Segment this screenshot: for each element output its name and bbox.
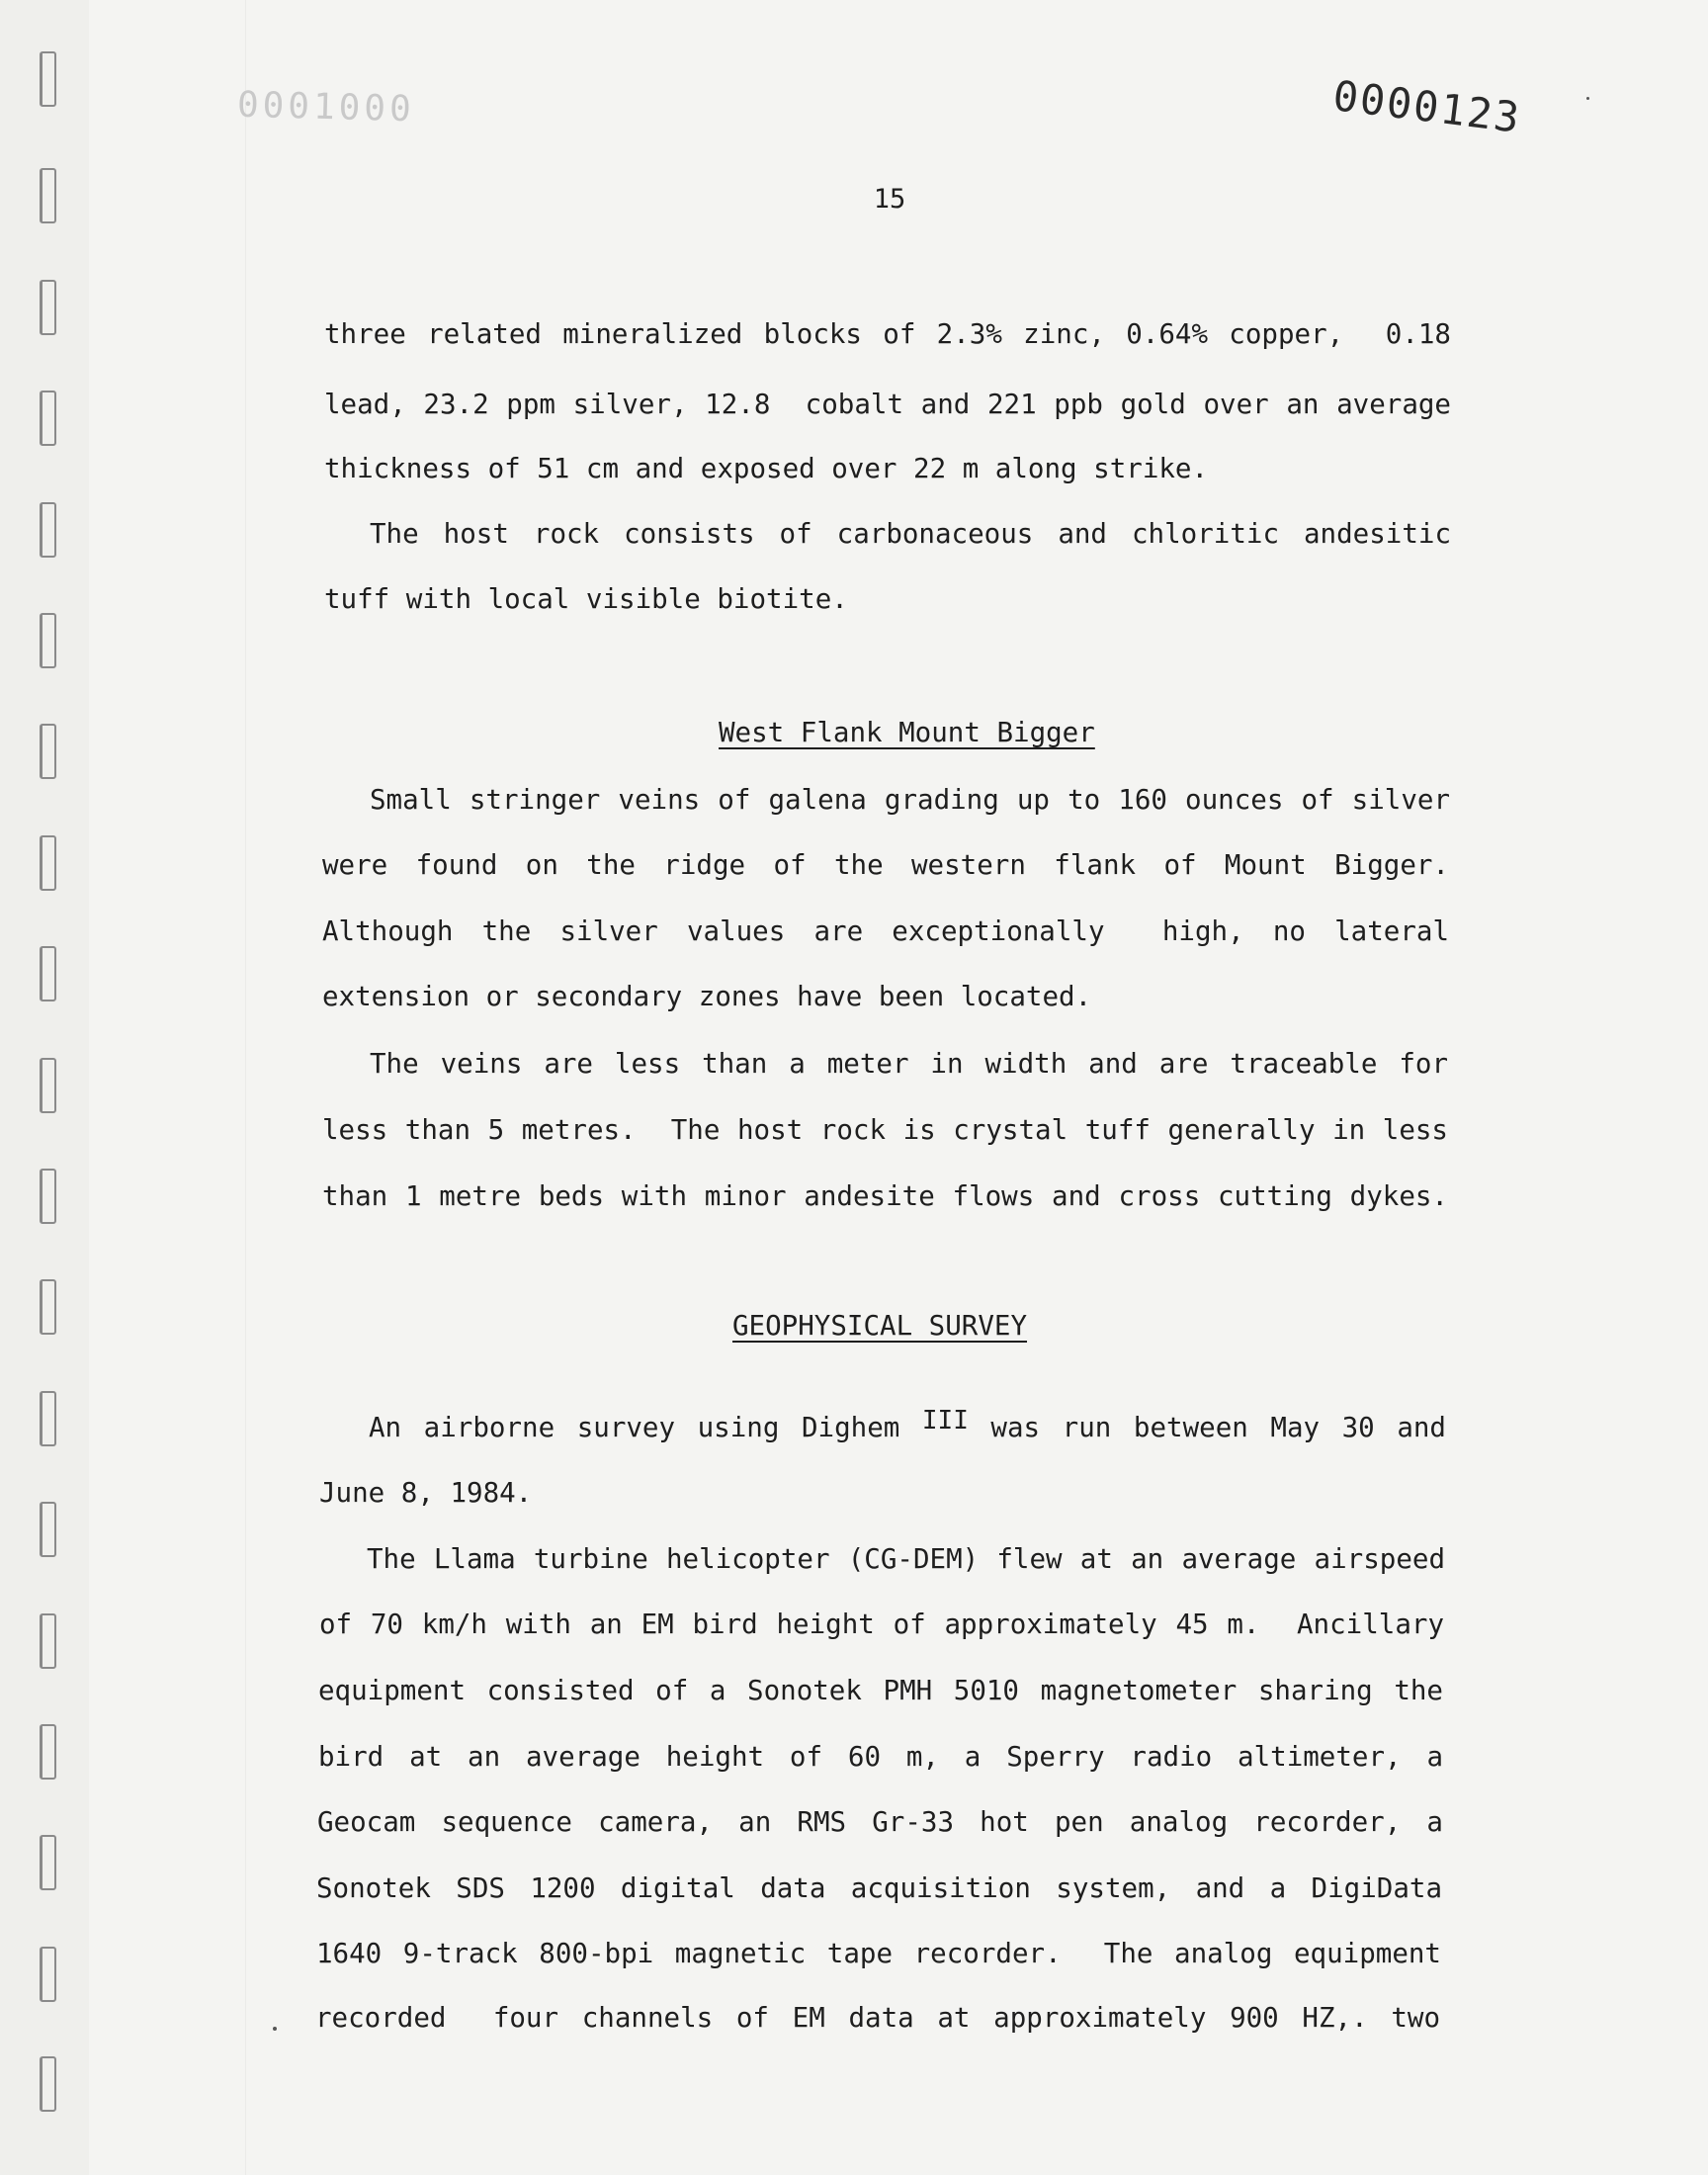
- text-line: The Llama turbine helicopter (CG-DEM) flew at an average airspeed: [367, 1543, 1445, 1575]
- text-line: than 1 metre beds with minor andesite flows and cross cutting dykes.: [322, 1180, 1448, 1212]
- text-line: extension or secondary zones have been located.: [322, 981, 1092, 1012]
- binding-strip: [0, 0, 89, 2175]
- punch-hole: [40, 835, 56, 891]
- punch-hole: [40, 946, 56, 1001]
- text-line: three related mineralized blocks of 2.3% zinc, 0.64% copper, 0.18: [324, 318, 1451, 350]
- text-span: was run between May 30 and: [968, 1412, 1446, 1443]
- text-line: 1640 9-track 800-bpi magnetic tape recorder. The analog equipment: [316, 1938, 1441, 1969]
- fold-line: [245, 0, 246, 2175]
- punch-hole: [40, 1835, 56, 1890]
- punch-hole: [40, 51, 56, 107]
- section-heading: GEOPHYSICAL SURVEY: [732, 1310, 1028, 1342]
- section-heading: West Flank Mount Bigger: [719, 717, 1095, 748]
- punch-hole: [40, 391, 56, 446]
- text-span: An airborne survey using Dighem: [369, 1412, 922, 1443]
- text-line: of 70 km/h with an EM bird height of approximately 45 m. Ancillary: [319, 1609, 1444, 1640]
- punch-hole: [40, 1613, 56, 1669]
- text-line: Small stringer veins of galena grading up to 160 ounces of silver: [370, 784, 1450, 816]
- text-line: lead, 23.2 ppm silver, 12.8 cobalt and 221 ppb gold over an average: [324, 389, 1451, 420]
- punch-hole: [40, 502, 56, 558]
- text-line: The host rock consists of carbonaceous and chloritic andesitic: [370, 518, 1451, 550]
- text-line: Geocam sequence camera, an RMS Gr-33 hot pen analog recorder, a: [317, 1806, 1443, 1838]
- text-line: bird at an average height of 60 m, a Sperry radio altimeter, a: [318, 1741, 1443, 1773]
- document-number-stamp: 0000123: [1330, 71, 1524, 142]
- text-line: [369, 1406, 1446, 1445]
- text-line: thickness of 51 cm and exposed over 22 m along strike.: [324, 453, 1209, 484]
- superscript: III: [921, 1406, 969, 1436]
- text-line: The veins are less than a meter in width and are traceable for: [370, 1048, 1448, 1080]
- punch-hole: [40, 1391, 56, 1446]
- punch-hole: [40, 280, 56, 335]
- page-number: 15: [873, 184, 906, 215]
- text-line: June 8, 1984.: [319, 1477, 533, 1509]
- punch-hole: [40, 1724, 56, 1780]
- stray-mark: [1586, 97, 1589, 100]
- stray-mark: [273, 2027, 277, 2031]
- punch-hole: [40, 1279, 56, 1335]
- text-line: tuff with local visible biotite.: [324, 583, 848, 615]
- faded-stamp: 0001000: [236, 84, 416, 130]
- text-line: were found on the ridge of the western flank of Mount Bigger.: [322, 849, 1449, 881]
- text-line: less than 5 metres. The host rock is crystal tuff generally in less: [322, 1114, 1448, 1146]
- text-line: recorded four channels of EM data at approximately 900 HZ,. two: [315, 2002, 1440, 2034]
- text-line: Although the silver values are exceptionally high, no lateral: [322, 915, 1449, 947]
- punch-hole: [40, 724, 56, 779]
- text-line: equipment consisted of a Sonotek PMH 5010 magnetometer sharing the: [318, 1675, 1443, 1706]
- punch-hole: [40, 1502, 56, 1557]
- text-line: Sonotek SDS 1200 digital data acquisition system, and a DigiData: [316, 1872, 1442, 1904]
- punch-hole: [40, 1947, 56, 2002]
- punch-hole: [40, 2056, 56, 2112]
- punch-hole: [40, 1169, 56, 1224]
- punch-hole: [40, 1058, 56, 1113]
- punch-hole: [40, 613, 56, 668]
